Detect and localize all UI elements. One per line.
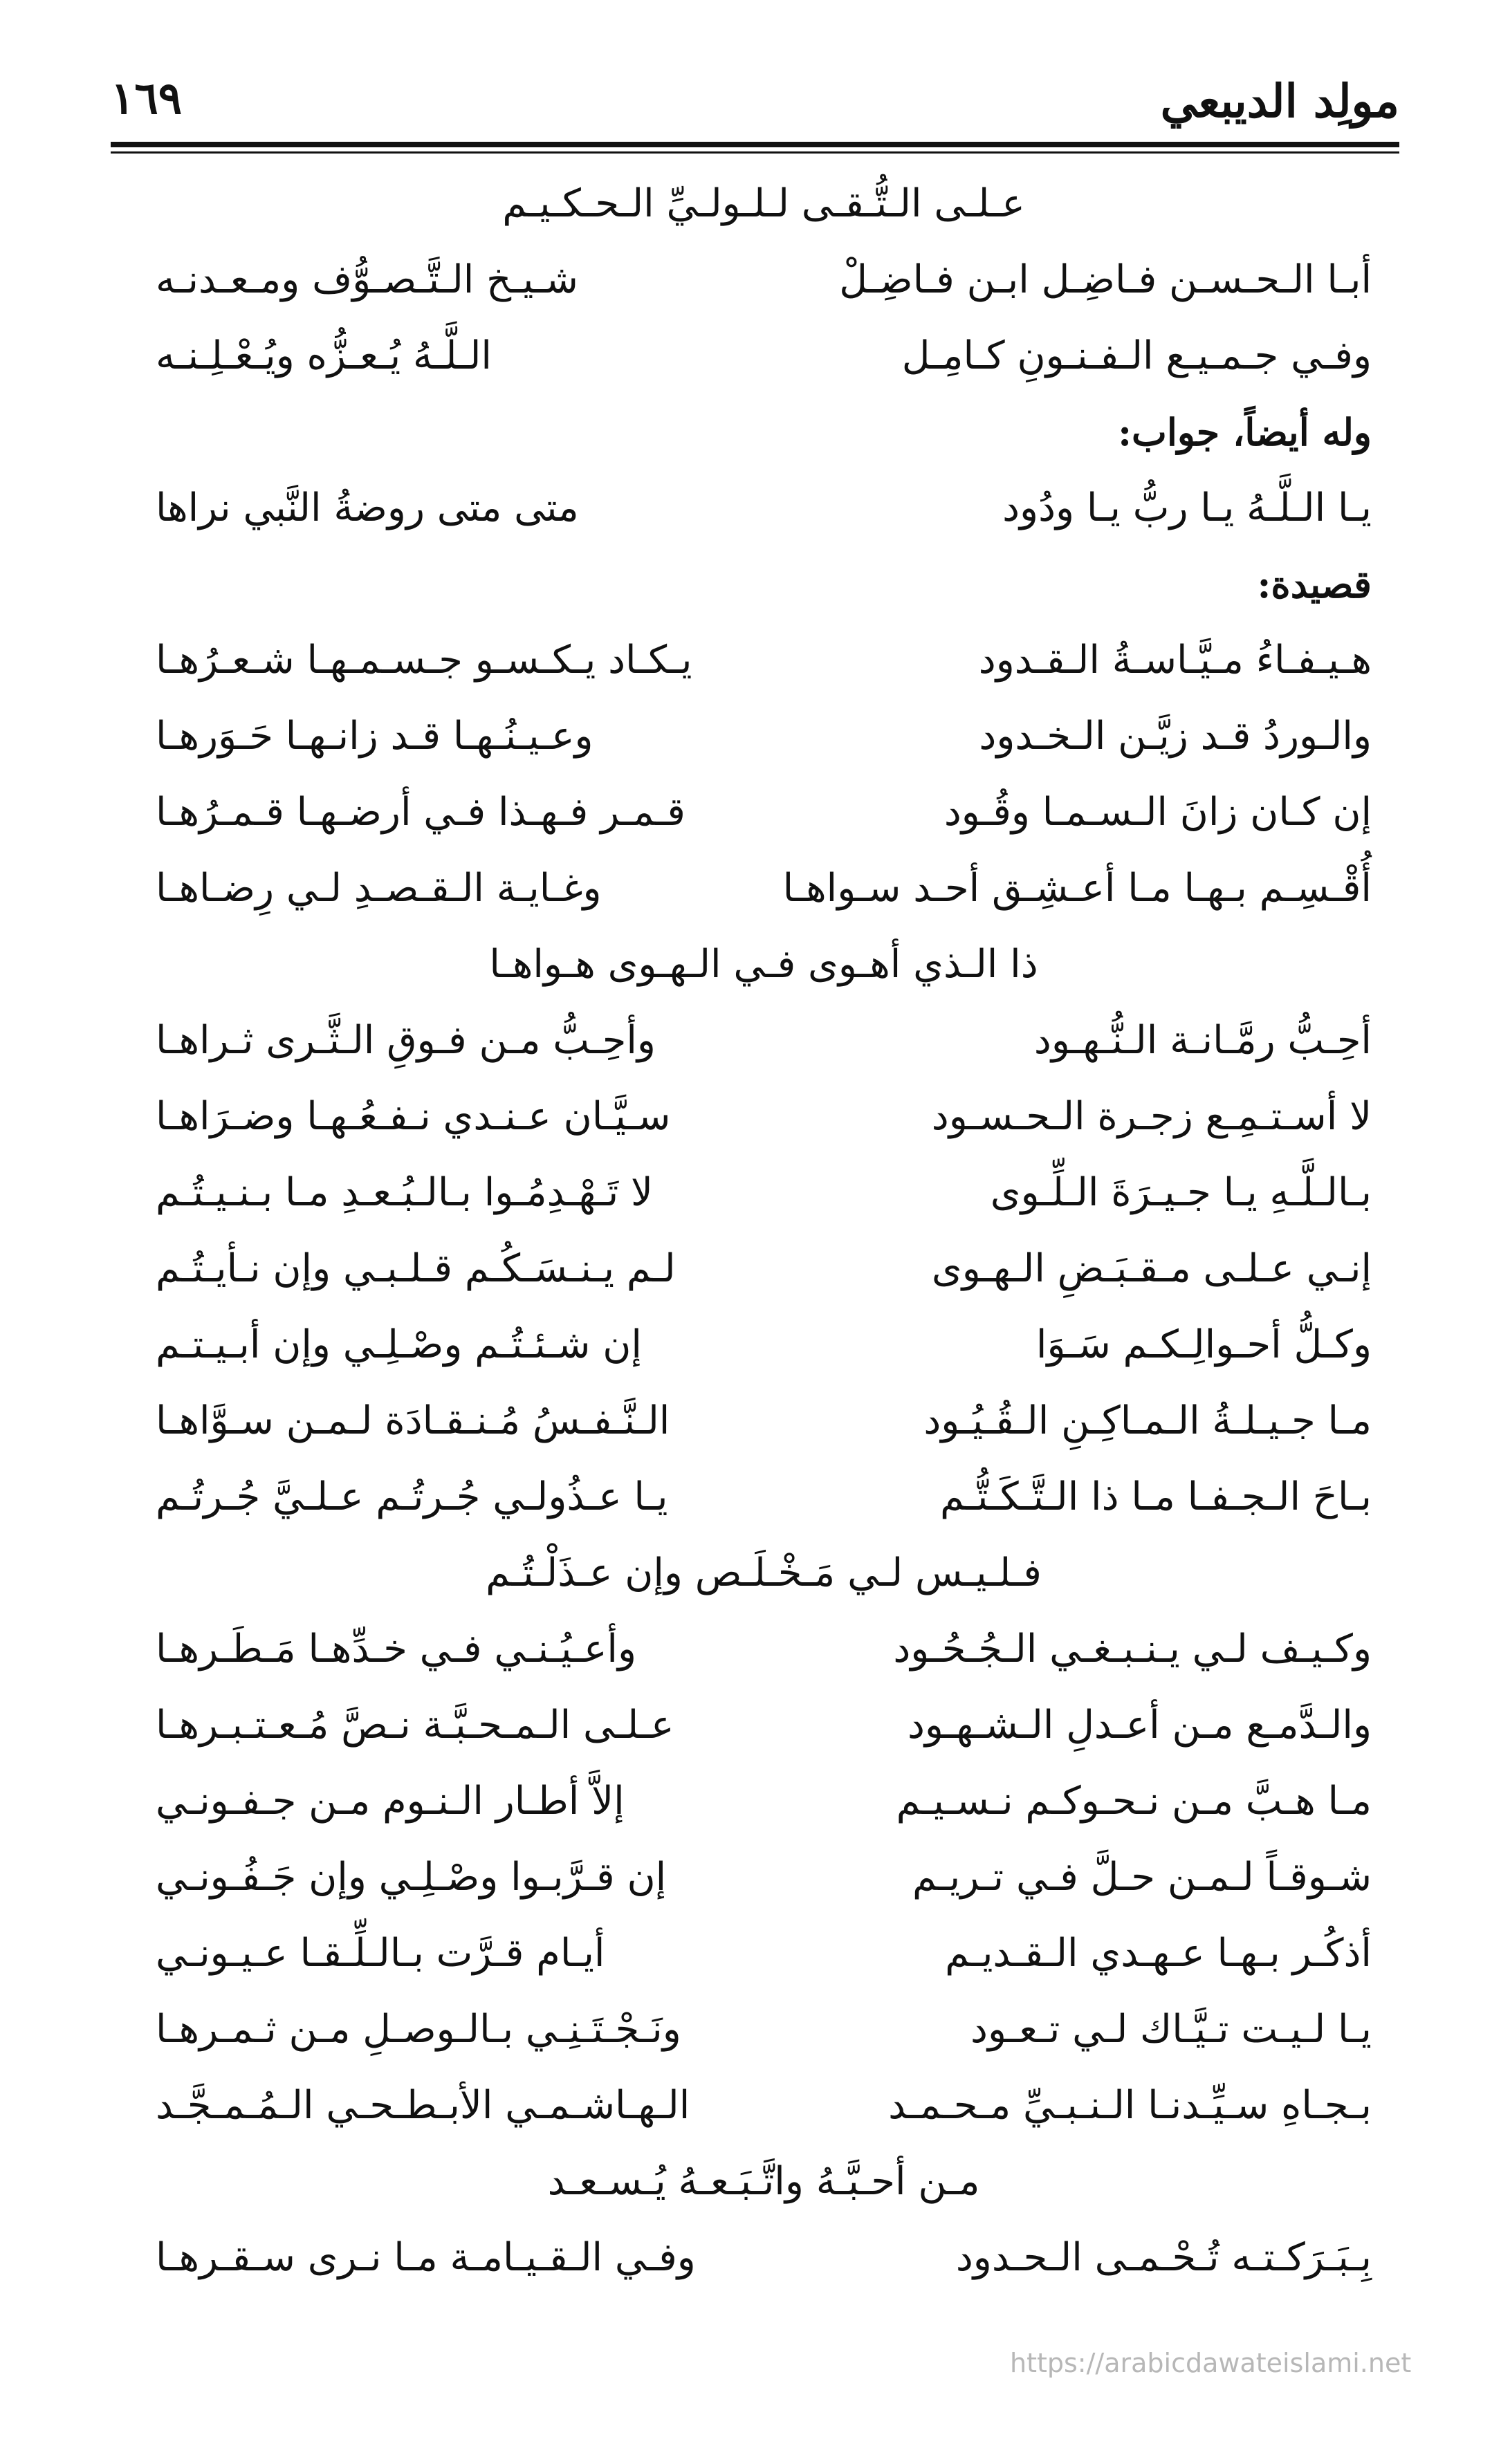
verse-right-hemistich: والـوردُ قـد زيَّـن الـخـدود [979,714,1372,759]
source-watermark: https://arabicdawateislami.net [1010,2348,1412,2378]
centered-line [156,2144,1372,2220]
centered-line [156,166,1372,242]
verse-right-hemistich: يـا لـيـت تـيَّـاك لـي تـعـود [970,2007,1372,2053]
verse-line [156,851,1372,927]
verse-right-hemistich: بِـبَـرَكـتـه تُـحْـمـى الـحـدود [955,2235,1372,2281]
verse-right-hemistich: شـوقـاً لـمـن حـلَّ فـي تـريـم [912,1855,1372,1900]
verse-left-hemistich: وفـي الـقـيـامـة مـا نـرى سـقـرهـا [156,2235,696,2281]
centered-line-text: عـلـى الـتُّـقـى لـلـولـيِّ الـحـكـيـم [502,181,1025,227]
verse-right-hemistich: يـا الـلَّـهُ يـا ربُّ يـا ودُود [1002,485,1372,531]
verse-line [156,2220,1372,2296]
verse-line [156,1307,1372,1383]
verse-line [156,1383,1372,1459]
section-heading [156,394,1372,470]
verse-left-hemistich: متى متى روضةُ النَّبي نراها [156,485,579,531]
verse-line [156,1079,1372,1155]
verse-right-hemistich: والـدَّمـع مـن أعـدلِ الـشـهـود [907,1703,1372,1748]
verse-left-hemistich: الـلَّـهُ يُـعـزُّه ويُـعْـلِـنـه [156,333,492,379]
verse-line [156,242,1372,318]
verse-left-hemistich: عـلـى الـمـحـبَّـة نـصَّ مُـعـتـبـرهـا [156,1703,674,1748]
verse-right-hemistich: إنـي عـلـى مـقـبَـضِ الـهـوى [931,1246,1372,1292]
centered-line [156,927,1372,1003]
verse-line [156,1231,1372,1307]
verse-right-hemistich: بـالـلَّـهِ يـا جـيـرَةَ الـلِّـوى [990,1170,1372,1216]
running-title: مولِد الديبعي [1160,74,1399,128]
verse-left-hemistich: لا تَـهْـدِمُـوا بـالـبُـعـدِ مـا بـنـيـتُـم [156,1170,653,1216]
verse-line [156,698,1372,775]
section-heading [156,546,1372,622]
verse-left-hemistich: إلاَّ أطـار الـنـوم مـن جـفـونـي [156,1779,625,1824]
verse-line [156,1611,1372,1687]
verse-left-hemistich: وأعـيُـنـي فـي خـدِّهـا مَـطَـرهـا [156,1627,637,1672]
verse-right-hemistich: أُقْـسِـم بـهـا مـا أعـشِـق أحـد سـواهـا [782,866,1372,911]
verse-left-hemistich: يـكـاد يـكـسـو جـسـمـهـا شـعـرُهـا [156,638,692,683]
verse-right-hemistich: وفـي جـمـيـع الـفـنـونِ كـامِـل [901,333,1372,379]
verse-right-hemistich: مـا جـيـلـةُ الـمـاكِـنِ الـقُـيُـود [923,1398,1372,1444]
verse-left-hemistich: وعـيـنُـهـا قـد زانـهـا حَـوَرهـا [156,714,593,759]
verse-right-hemistich: أذكُـر بـهـا عـهـدي الـقـديـم [945,1931,1372,1976]
centered-line [156,1535,1372,1611]
verse-left-hemistich: الـنَّـفـسُ مُـنـقـادَة لـمـن سـوَّاهـا [156,1398,670,1444]
verse-left-hemistich: وغـايـة الـقـصـدِ لـي رِضـاهـا [156,866,602,911]
header-rule-thin [111,151,1399,154]
verse-left-hemistich: سـيَّـان عـنـدي نـفـعُـهـا وضـرَاهـا [156,1094,671,1140]
verse-right-hemistich: إن كـان زانَ الـسـمـا وقُـود [943,790,1372,835]
verse-left-hemistich: إن قـرَّبـوا وصْـلِـي وإن جَـفُـونـي [156,1855,667,1900]
poem-body [156,166,1372,2296]
verse-right-hemistich: مـا هـبَّ مـن نـحـوكـم نـسـيـم [896,1779,1372,1824]
verse-left-hemistich: الـهـاشـمـي الأبـطـحـي الـمُـمـجَّـد [156,2083,690,2129]
verse-left-hemistich: قـمـر فـهـذا فـي أرضـهـا قـمـرُهـا [156,790,685,835]
verse-left-hemistich: أيـام قـرَّت بـالـلِّـقـا عـيـونـي [156,1931,605,1976]
verse-right-hemistich: بـاحَ الـجـفـا مـا ذا الـتَّـكَـتُّـم [940,1474,1372,1520]
centered-line-text: فـلـيـس لـي مَـخْـلَـص وإن عـذَلْـتُـم [486,1550,1042,1596]
verse-right-hemistich: هـيـفـاءُ مـيَّـاسـةُ الـقـدود [978,638,1372,683]
verse-line [156,470,1372,546]
verse-line [156,775,1372,851]
verse-line [156,1992,1372,2068]
verse-left-hemistich: لـم يـنـسَـكُـم قـلـبـي وإن نـأيـتُـم [156,1246,676,1292]
verse-line [156,1003,1372,1079]
page-number: ١٦٩ [111,73,183,124]
verse-line [156,318,1372,394]
verse-left-hemistich: وأحِـبُّ مـن فـوقِ الـثَّـرى ثـراهـا [156,1018,656,1064]
section-heading-text: وله أيضاً، جواب: [1118,409,1372,454]
verse-left-hemistich: يـا عـذُولـي جُـرتُـم عـلـيَّ جُـرتُـم [156,1474,668,1520]
verse-right-hemistich: بـجـاهِ سـيِّـدنـا الـنـبـيِّ مـحـمـد [888,2083,1372,2129]
centered-line-text: ذا الـذي أهـوى فـي الـهـوى هـواهـا [489,942,1038,988]
verse-right-hemistich: أحِـبُّ رمَّـانـة الـنُّـهـود [1033,1018,1372,1064]
verse-line [156,1155,1372,1231]
verse-right-hemistich: لا أسـتـمِـع زجـرة الـحـسـود [931,1094,1372,1140]
verse-left-hemistich: ونَـجْـتَـنِـي بـالـوصـلِ مـن ثـمـرهـا [156,2007,681,2053]
verse-line [156,1840,1372,1916]
header-rule-thick [111,142,1399,147]
verse-line [156,1916,1372,1992]
verse-right-hemistich: وكـيـف لـي يـنـبـغـي الـجُـحُـود [893,1627,1372,1672]
verse-line [156,1459,1372,1535]
centered-line-text: مـن أحـبَّـهُ واتَّـبَـعـهُ يُـسـعـد [547,2159,980,2205]
verse-line [156,622,1372,698]
verse-line [156,1687,1372,1763]
section-heading-text: قصيدة: [1257,562,1372,606]
verse-right-hemistich: وكـلُّ أحـوالِـكـم سَـوَا [1035,1322,1372,1368]
verse-left-hemistich: إن شـئـتُـم وصْـلِـي وإن أبـيـتـم [156,1322,642,1368]
verse-line [156,1763,1372,1840]
verse-line [156,2068,1372,2144]
verse-left-hemistich: شـيـخ الـتَّـصـوُّف ومـعـدنـه [156,257,578,303]
verse-right-hemistich: أبـا الـحـسـن فـاضِـل ابـن فـاضِـلْ [839,257,1372,303]
page-header [111,66,1399,149]
